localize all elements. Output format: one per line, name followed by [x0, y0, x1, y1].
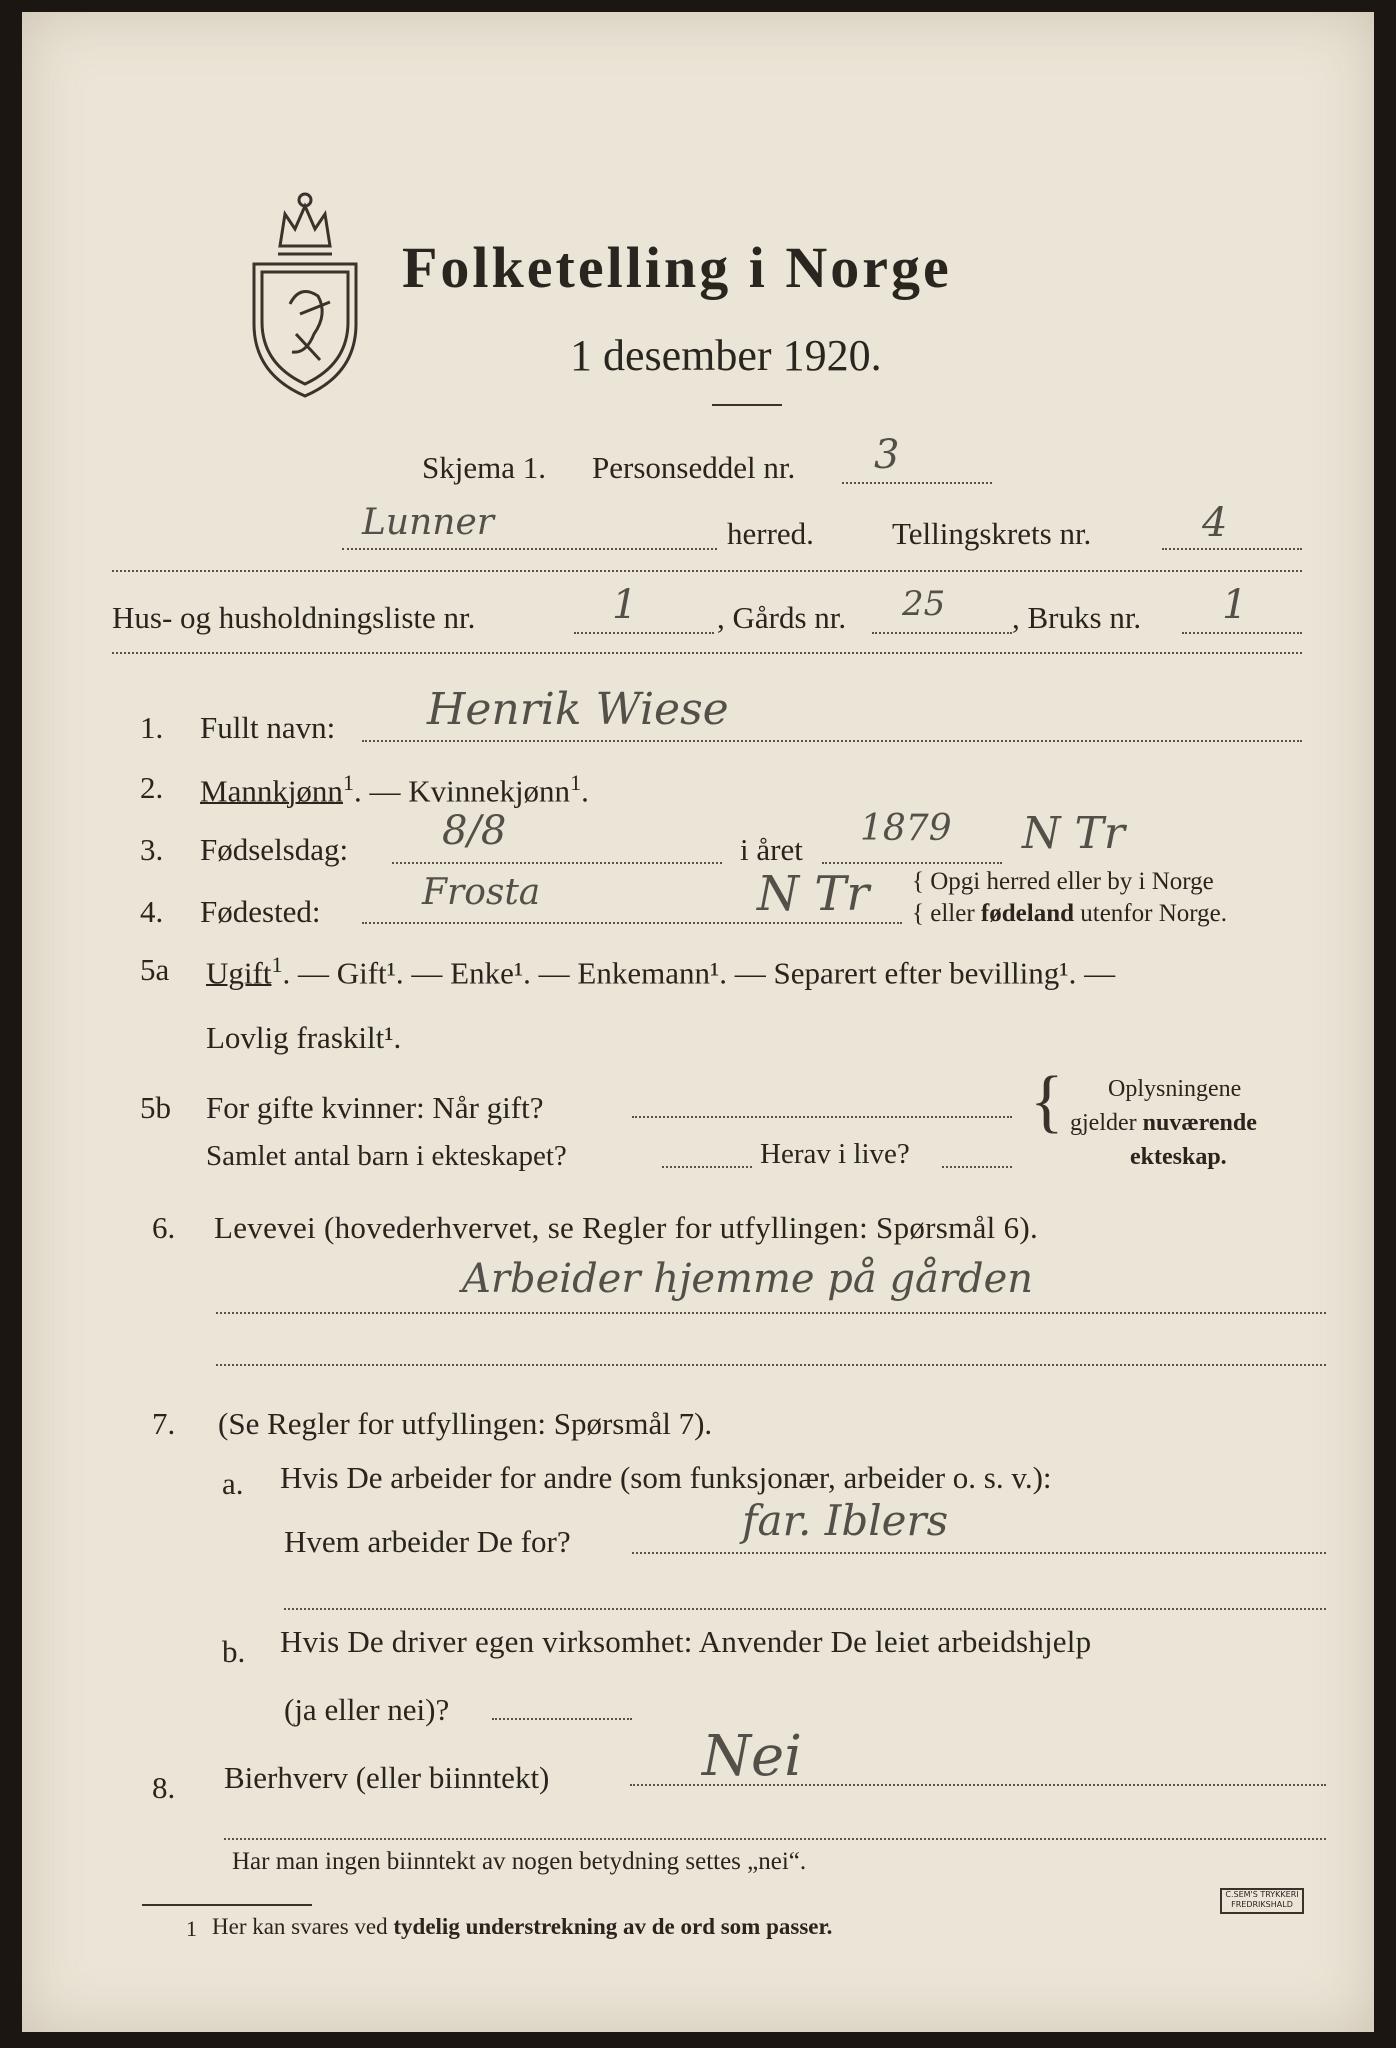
q2-end: . [581, 773, 589, 809]
q5a-footnote-ref: 1 [271, 952, 283, 977]
q3-line [392, 862, 722, 864]
year-line [822, 862, 1002, 864]
tellingskrets-line [1162, 548, 1302, 550]
q5b-note2 [1070, 1110, 1257, 1137]
q5b-brace: { [1030, 1063, 1064, 1140]
herred-line [342, 548, 717, 550]
q7b-label: Hvis De driver egen virksomhet: Anvender De leiet arbeidshjelp [280, 1624, 1092, 1659]
q2-dash: . — [353, 773, 401, 809]
q5b-label1: For gifte kvinner: Når gift? [206, 1090, 544, 1125]
q3-number: 3. [140, 832, 164, 867]
hus-label: Hus- og husholdningsliste nr. [112, 600, 476, 635]
q5b-label3: Herav i live? [760, 1138, 910, 1170]
bruks-label: , Bruks nr. [1012, 600, 1142, 635]
q6-line2 [216, 1364, 1326, 1366]
q4-note-line2: { eller fødeland utenfor Norge. [912, 900, 1227, 927]
q2-options [200, 770, 589, 809]
q4-note2c: utenfor Norge. [1074, 900, 1227, 927]
q4-label: Fødested: [200, 894, 321, 929]
q4-note-line1: { Opgi herred eller by i Norge [912, 868, 1214, 895]
q4-line [362, 922, 902, 924]
q7a-label: Hvis De arbeider for andre (som funksjonær, arbeider o. s. v.): [280, 1460, 1052, 1495]
footnote-text-b: tydelig understrekning av de ord som passer. [393, 1914, 833, 1939]
gards-line [872, 632, 1012, 634]
census-form [22, 12, 1374, 2032]
hus-value[interactable]: 1 [612, 582, 638, 628]
mannkjonn-option[interactable]: Mannkjønn [200, 773, 343, 809]
q7-label: (Se Regler for utfyllingen: Spørsmål 7). [218, 1406, 713, 1441]
q4-note2a: eller [930, 900, 981, 927]
q1-label: Fullt navn: [200, 710, 336, 745]
married-when-line[interactable] [632, 1116, 1012, 1118]
employer-value[interactable]: far. Iblers [742, 1496, 949, 1545]
q4-note2b: fødeland [980, 900, 1075, 927]
norway-coat-of-arms-icon [240, 184, 370, 404]
form-date: 1 desember 1920. [570, 331, 882, 380]
personseddel-value[interactable]: 3 [874, 432, 900, 478]
q5a-options [206, 952, 1115, 991]
gards-value[interactable]: 25 [902, 584, 946, 624]
herred-label: herred. [727, 516, 814, 551]
footnote-divider [142, 1904, 312, 1906]
hus-line [574, 632, 714, 634]
children-total-line[interactable] [662, 1166, 752, 1168]
q7a-line2 [284, 1608, 1326, 1610]
q5b-note2a: gjelder [1070, 1110, 1143, 1136]
aaret-label: i året [740, 832, 803, 867]
hired-help-line[interactable] [492, 1718, 632, 1720]
q5b-label2: Samlet antal barn i ekteskapet? [206, 1140, 567, 1172]
q4-note1: Opgi herred eller by i Norge [930, 868, 1214, 895]
title-divider [712, 404, 782, 406]
q3-extra-note: N Tr [1022, 808, 1125, 859]
q6-number: 6. [152, 1210, 176, 1245]
employer-line [632, 1552, 1326, 1554]
q2-footnote-ref-1: 1 [342, 770, 354, 795]
personseddel-label: Personseddel nr. [592, 450, 796, 485]
printer-stamp-line2: FREDRIKSHALD [1231, 1900, 1293, 1909]
footnote-number: 1 [186, 1916, 197, 1941]
q8-label: Bierhverv (eller biinntekt) [224, 1760, 550, 1795]
separator-line-2 [112, 652, 1302, 654]
bruks-value[interactable]: 1 [1222, 582, 1248, 628]
side-income-value[interactable]: Nei [702, 1724, 803, 1789]
q7a-sub-label: Hvem arbeider De for? [284, 1524, 571, 1559]
q7b-sub-label: (ja eller nei)? [284, 1692, 450, 1727]
printer-stamp [1220, 1888, 1304, 1914]
q1-number: 1. [140, 710, 164, 745]
q5b-note2b: nuværende [1142, 1110, 1257, 1136]
children-alive-line[interactable] [942, 1166, 1012, 1168]
q5a-number: 5a [140, 952, 170, 987]
tellingskrets-value[interactable]: 4 [1202, 500, 1228, 546]
lovlig-fraskilt-option[interactable]: Lovlig fraskilt¹. [206, 1020, 402, 1055]
footnote-text-a: Her kan svares ved [212, 1914, 394, 1939]
q4-extra-note: N Tr [757, 866, 870, 922]
birthdate-value[interactable]: 8/8 [442, 808, 507, 854]
form-title: Folketelling i Norge [402, 235, 952, 300]
q2-number: 2. [140, 770, 164, 805]
q5b-number: 5b [140, 1090, 171, 1125]
printer-stamp-line1: C.SEM'S TRYKKERI [1225, 1890, 1299, 1899]
q2-footnote-ref-2: 1 [570, 770, 582, 795]
separator-line-1 [112, 570, 1302, 572]
q4-number: 4. [140, 894, 164, 929]
q8-number: 8. [152, 1770, 176, 1805]
q1-line [362, 740, 1302, 742]
q7b-letter: b. [222, 1634, 246, 1669]
tellingskrets-label: Tellingskrets nr. [892, 516, 1092, 551]
kvinnekjonn-option[interactable]: Kvinnekjønn [408, 773, 571, 809]
skjema-label: Skjema 1. [422, 450, 546, 485]
ugift-option[interactable]: Ugift [206, 955, 272, 991]
herred-value[interactable]: Lunner [362, 502, 494, 543]
q6-label: Levevei (hovederhvervet, se Regler for utfyllingen: Spørsmål 6). [214, 1210, 1039, 1245]
q7-number: 7. [152, 1406, 176, 1441]
full-name-value[interactable]: Henrik Wiese [427, 684, 729, 735]
footer-note: Har man ingen biinntekt av nogen betydning settes „nei“. [232, 1848, 807, 1875]
q5b-note1: Oplysningene [1108, 1076, 1242, 1102]
bruks-line [1182, 632, 1302, 634]
q6-line1 [216, 1312, 1326, 1314]
footnote-text [212, 1914, 832, 1940]
q3-label: Fødselsdag: [200, 832, 349, 867]
birth-year-value[interactable]: 1879 [860, 808, 952, 849]
gards-label: , Gårds nr. [717, 600, 847, 635]
q8-line2 [224, 1838, 1326, 1840]
personseddel-line [842, 482, 992, 484]
occupation-value[interactable]: Arbeider hjemme på gården [462, 1256, 1034, 1302]
birthplace-value[interactable]: Frosta [422, 872, 541, 913]
q7a-letter: a. [222, 1466, 244, 1501]
q5b-note3: ekteskap. [1130, 1144, 1227, 1170]
q5a-other-options[interactable]: . — Gift¹. — Enke¹. — Enkemann¹. — Separert efter bevilling¹. — [282, 955, 1116, 991]
